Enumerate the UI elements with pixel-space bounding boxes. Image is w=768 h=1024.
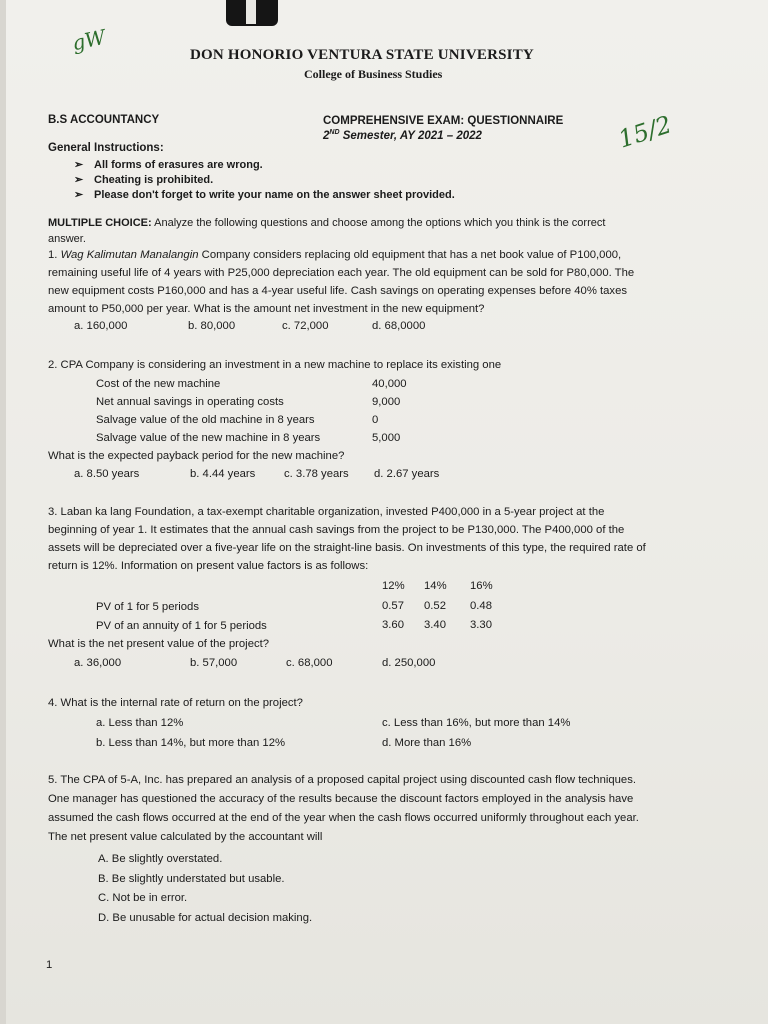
instructions-title: General Instructions: [48, 142, 164, 154]
q3-row-value: 3.60 [382, 619, 404, 631]
q1-line [48, 246, 621, 264]
q2-row-value: 0 [372, 414, 379, 426]
q2-option-d: d. 2.67 years [374, 468, 440, 480]
q3-row-label: PV of 1 for 5 periods [96, 601, 199, 613]
page-number: 1 [46, 959, 53, 971]
mc-text-cont: answer. [48, 233, 86, 245]
semester-number: 2 [323, 129, 330, 142]
q2-option-c: c. 3.78 years [284, 468, 349, 480]
q3-row-label: PV of an annuity of 1 for 5 periods [96, 620, 267, 632]
arrow-bullet-icon: ➢ [74, 174, 84, 186]
program-name: B.S ACCOUNTANCY [48, 114, 160, 126]
instruction-text: All forms of erasures are wrong. [94, 159, 263, 171]
q5-option-a: A. Be slightly overstated. [98, 853, 223, 865]
q2-row-label: Salvage value of the new machine in 8 years [96, 432, 321, 444]
q3-option-d: d. 250,000 [382, 657, 436, 669]
arrow-bullet-icon: ➢ [74, 189, 84, 201]
arrow-bullet-icon: ➢ [74, 159, 84, 171]
q3-option-c: c. 68,000 [286, 657, 333, 669]
q4-option-c: c. Less than 16%, but more than 14% [382, 717, 571, 729]
q3-row-value: 3.30 [470, 619, 492, 631]
university-name: DON HONORIO VENTURA STATE UNIVERSITY [190, 47, 534, 63]
mc-instruction [48, 214, 605, 232]
binder-clip-gap [246, 0, 256, 24]
mc-text: Analyze the following questions and choose among the options which you think is the correct [151, 217, 606, 229]
q1-line-rest: Company considers replacing old equipment that has a net book value of P100,000, [198, 249, 622, 261]
q3-rate-header: 12% [382, 580, 405, 592]
q3-line: assets will be depreciated over a five-year life on the straight-line basis. On investments of this type, the required rate of [48, 542, 646, 554]
q1-line: amount to P50,000 per year. What is the amount net investment in the new equipment? [48, 303, 485, 315]
q4-option-a: a. Less than 12% [96, 717, 184, 729]
handwritten-initials: gW [69, 24, 108, 56]
q2-row-label: Salvage value of the old machine in 8 years [96, 414, 315, 426]
college-name: College of Business Studies [304, 67, 443, 81]
q3-rate-header: 14% [424, 580, 447, 592]
q1-option-b: b. 80,000 [188, 320, 236, 332]
q1-option-c: c. 72,000 [282, 320, 329, 332]
mc-label: MULTIPLE CHOICE: [48, 217, 152, 229]
q5-option-c: C. Not be in error. [98, 892, 188, 904]
q3-question: What is the net present value of the project? [48, 638, 270, 650]
q2-row-value: 9,000 [372, 396, 401, 408]
q2-row-label: Cost of the new machine [96, 378, 221, 390]
q5-line: The net present value calculated by the accountant will [48, 831, 323, 843]
q2-row-label: Net annual savings in operating costs [96, 396, 284, 408]
semester-text: Semester, AY 2021 – 2022 [339, 129, 482, 142]
q3-line: beginning of year 1. It estimates that the annual cash savings from the project to be P130,000. The P400,000 of the [48, 524, 625, 536]
semester-suffix: ND [329, 129, 340, 136]
q3-line: return is 12%. Information on present value factors is as follows: [48, 560, 369, 572]
q5-line: 5. The CPA of 5-A, Inc. has prepared an analysis of a proposed capital project using discounted cash flow techniques. [48, 774, 637, 786]
q3-option-b: b. 57,000 [190, 657, 238, 669]
q4-option-d: d. More than 16% [382, 737, 472, 749]
q1-line: new equipment costs P160,000 and has a 4-year useful life. Cash savings on operating expenses before 40% taxes [48, 285, 628, 297]
q2-row-value: 5,000 [372, 432, 401, 444]
q5-option-b: B. Be slightly understated but usable. [98, 873, 285, 885]
q3-rate-header: 16% [470, 580, 493, 592]
q1-company: Wag Kalimutan Manalangin [60, 249, 199, 261]
q3-row-value: 0.52 [424, 600, 446, 612]
instruction-text: Cheating is prohibited. [94, 174, 214, 186]
q1-option-d: d. 68,0000 [372, 320, 426, 332]
instruction-item [74, 173, 213, 186]
instruction-item [74, 158, 263, 171]
q3-row-value: 0.57 [382, 600, 404, 612]
q1-number: 1. [48, 249, 61, 261]
q3-row-value: 0.48 [470, 600, 492, 612]
q5-line: assumed the cash flows occurred at the end of the year when the cash flows occurred uniformly throughout each year. [48, 812, 639, 824]
instruction-text: Please don't forget to write your name on the answer sheet provided. [94, 189, 455, 201]
handwritten-mark: 15/2 [614, 110, 675, 154]
q3-row-value: 3.40 [424, 619, 446, 631]
q3-option-a: a. 36,000 [74, 657, 122, 669]
q3-line: 3. Laban ka lang Foundation, a tax-exempt charitable organization, invested P400,000 in a 5-year project at the [48, 506, 605, 518]
q1-option-a: a. 160,000 [74, 320, 128, 332]
q2-stem: 2. CPA Company is considering an investment in a new machine to replace its existing one [48, 359, 502, 371]
q4-option-b: b. Less than 14%, but more than 12% [96, 737, 286, 749]
q5-option-d: D. Be unusable for actual decision making. [98, 912, 313, 924]
q1-line: remaining useful life of 4 years with P25,000 depreciation each year. The old equipment can be sold for P80,000. The [48, 267, 635, 279]
instruction-item [74, 188, 455, 201]
exam-title: COMPREHENSIVE EXAM: QUESTIONNAIRE [323, 115, 564, 127]
q2-option-a: a. 8.50 years [74, 468, 140, 480]
q4-stem: 4. What is the internal rate of return on the project? [48, 697, 303, 709]
semester-line [323, 129, 482, 142]
q2-option-b: b. 4.44 years [190, 468, 256, 480]
q2-question: What is the expected payback period for the new machine? [48, 450, 345, 462]
q2-row-value: 40,000 [372, 378, 407, 390]
q5-line: One manager has questioned the accuracy of the results because the discount factors employed in the analysis have [48, 793, 634, 805]
